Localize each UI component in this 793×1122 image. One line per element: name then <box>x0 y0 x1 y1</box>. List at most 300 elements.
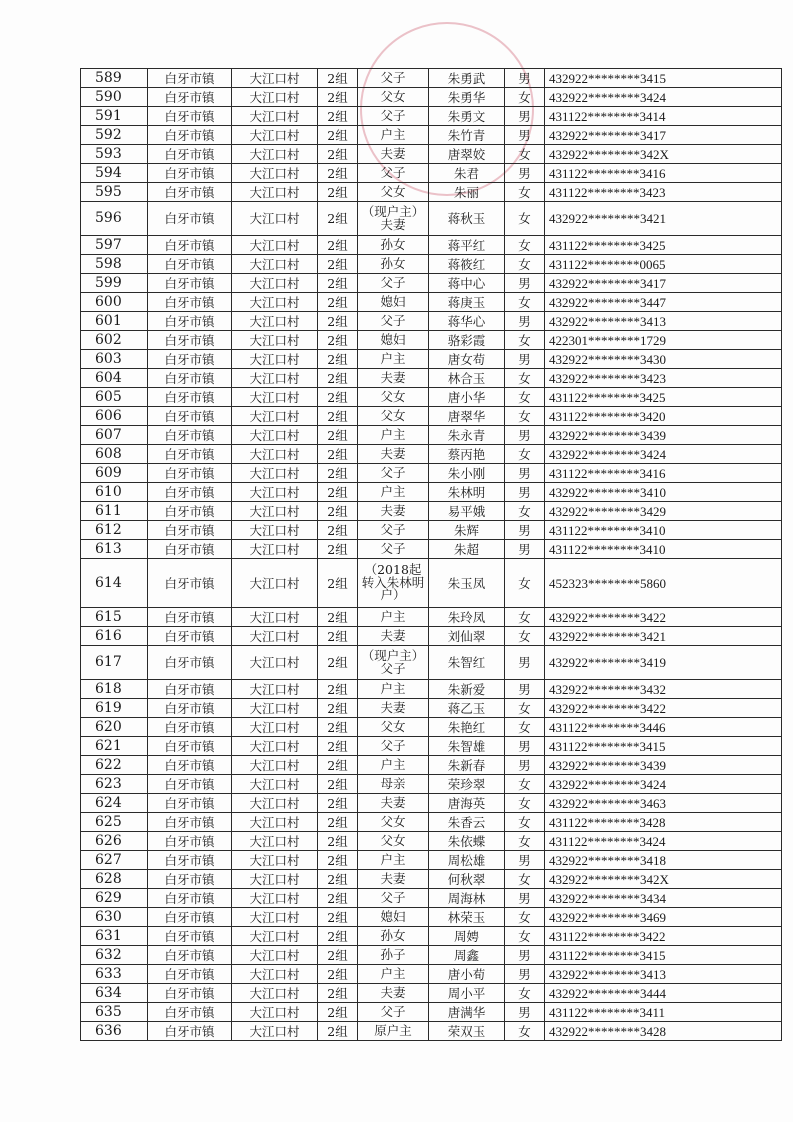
town-cell: 白牙市镇 <box>148 737 232 756</box>
row-number: 614 <box>81 559 148 608</box>
id-number-cell: 431122********3414 <box>545 107 782 126</box>
group-cell: 2组 <box>318 274 358 293</box>
row-number: 621 <box>81 737 148 756</box>
name-cell: 周鑫 <box>429 946 505 965</box>
gender-cell: 男 <box>505 126 545 145</box>
relation-cell: 夫妻 <box>358 870 429 889</box>
row-number: 602 <box>81 331 148 350</box>
row-number: 630 <box>81 908 148 927</box>
table-row <box>81 369 782 388</box>
gender-cell: 女 <box>505 559 545 608</box>
town-cell: 白牙市镇 <box>148 756 232 775</box>
town-cell: 白牙市镇 <box>148 88 232 107</box>
name-cell: 朱新爱 <box>429 680 505 699</box>
town-cell: 白牙市镇 <box>148 145 232 164</box>
town-cell: 白牙市镇 <box>148 870 232 889</box>
row-number: 596 <box>81 202 148 236</box>
table-row <box>81 646 782 680</box>
village-cell: 大江口村 <box>232 984 318 1003</box>
gender-cell: 女 <box>505 608 545 627</box>
row-number: 635 <box>81 1003 148 1022</box>
id-number-cell: 432922********3424 <box>545 775 782 794</box>
town-cell: 白牙市镇 <box>148 608 232 627</box>
id-number-cell: 431122********3424 <box>545 832 782 851</box>
group-cell: 2组 <box>318 737 358 756</box>
table-row <box>81 775 782 794</box>
id-number-cell: 432922********3469 <box>545 908 782 927</box>
group-cell: 2组 <box>318 680 358 699</box>
relation-cell: 户主 <box>358 756 429 775</box>
table-row <box>81 502 782 521</box>
group-cell: 2组 <box>318 312 358 331</box>
village-cell: 大江口村 <box>232 202 318 236</box>
group-cell: 2组 <box>318 88 358 107</box>
gender-cell: 男 <box>505 274 545 293</box>
village-cell: 大江口村 <box>232 627 318 646</box>
row-number: 624 <box>81 794 148 813</box>
id-number-cell: 431122********3416 <box>545 164 782 183</box>
id-number-cell: 432922********3444 <box>545 984 782 1003</box>
relation-cell: 夫妻 <box>358 699 429 718</box>
name-cell: 朱玲凤 <box>429 608 505 627</box>
village-cell: 大江口村 <box>232 775 318 794</box>
relation-cell: 父子 <box>358 69 429 88</box>
name-cell: 朱艳红 <box>429 718 505 737</box>
table-row <box>81 107 782 126</box>
name-cell: 唐小华 <box>429 388 505 407</box>
id-number-cell: 432922********3447 <box>545 293 782 312</box>
name-cell: 朱竹青 <box>429 126 505 145</box>
group-cell: 2组 <box>318 870 358 889</box>
town-cell: 白牙市镇 <box>148 775 232 794</box>
village-cell: 大江口村 <box>232 889 318 908</box>
row-number: 623 <box>81 775 148 794</box>
table-row <box>81 407 782 426</box>
town-cell: 白牙市镇 <box>148 851 232 870</box>
relation-cell: 父女 <box>358 718 429 737</box>
relation-cell: 夫妻 <box>358 445 429 464</box>
group-cell: 2组 <box>318 293 358 312</box>
name-cell: 蒋华心 <box>429 312 505 331</box>
table-row <box>81 312 782 331</box>
id-number-cell: 432922********3413 <box>545 965 782 984</box>
gender-cell: 女 <box>505 627 545 646</box>
group-cell: 2组 <box>318 331 358 350</box>
row-number: 622 <box>81 756 148 775</box>
village-cell: 大江口村 <box>232 1003 318 1022</box>
group-cell: 2组 <box>318 946 358 965</box>
id-number-cell: 431122********3425 <box>545 388 782 407</box>
village-cell: 大江口村 <box>232 126 318 145</box>
gender-cell: 男 <box>505 680 545 699</box>
village-cell: 大江口村 <box>232 699 318 718</box>
id-number-cell: 432922********3424 <box>545 445 782 464</box>
town-cell: 白牙市镇 <box>148 236 232 255</box>
row-number: 610 <box>81 483 148 502</box>
gender-cell: 女 <box>505 145 545 164</box>
relation-cell: 夫妻 <box>358 369 429 388</box>
id-number-cell: 431122********3410 <box>545 540 782 559</box>
village-cell: 大江口村 <box>232 312 318 331</box>
table-row <box>81 627 782 646</box>
table-row <box>81 699 782 718</box>
id-number-cell: 432922********3422 <box>545 608 782 627</box>
group-cell: 2组 <box>318 202 358 236</box>
gender-cell: 女 <box>505 202 545 236</box>
gender-cell: 女 <box>505 183 545 202</box>
village-cell: 大江口村 <box>232 388 318 407</box>
village-cell: 大江口村 <box>232 183 318 202</box>
group-cell: 2组 <box>318 608 358 627</box>
name-cell: 朱君 <box>429 164 505 183</box>
group-cell: 2组 <box>318 756 358 775</box>
relation-cell: 父子 <box>358 464 429 483</box>
table-row <box>81 164 782 183</box>
name-cell: 朱小刚 <box>429 464 505 483</box>
id-number-cell: 431122********3428 <box>545 813 782 832</box>
village-cell: 大江口村 <box>232 965 318 984</box>
table-row <box>81 984 782 1003</box>
id-number-cell: 431122********3446 <box>545 718 782 737</box>
gender-cell: 女 <box>505 813 545 832</box>
name-cell: 朱超 <box>429 540 505 559</box>
relation-cell: （现户主）夫妻 <box>358 202 429 236</box>
id-number-cell: 431122********3423 <box>545 183 782 202</box>
group-cell: 2组 <box>318 445 358 464</box>
name-cell: 荣双玉 <box>429 1022 505 1041</box>
table-row <box>81 756 782 775</box>
relation-cell: （2018起转入朱林明户） <box>358 559 429 608</box>
group-cell: 2组 <box>318 699 358 718</box>
town-cell: 白牙市镇 <box>148 832 232 851</box>
town-cell: 白牙市镇 <box>148 559 232 608</box>
id-number-cell: 432922********3421 <box>545 627 782 646</box>
name-cell: 朱玉凤 <box>429 559 505 608</box>
name-cell: 朱勇文 <box>429 107 505 126</box>
town-cell: 白牙市镇 <box>148 183 232 202</box>
group-cell: 2组 <box>318 646 358 680</box>
name-cell: 唐翠华 <box>429 407 505 426</box>
row-number: 607 <box>81 426 148 445</box>
village-cell: 大江口村 <box>232 407 318 426</box>
town-cell: 白牙市镇 <box>148 464 232 483</box>
row-number: 620 <box>81 718 148 737</box>
table-row <box>81 350 782 369</box>
town-cell: 白牙市镇 <box>148 908 232 927</box>
relation-cell: 父女 <box>358 183 429 202</box>
relation-cell: 夫妻 <box>358 502 429 521</box>
relation-cell: 原户主 <box>358 1022 429 1041</box>
table-row <box>81 521 782 540</box>
town-cell: 白牙市镇 <box>148 255 232 274</box>
name-cell: 朱智红 <box>429 646 505 680</box>
id-number-cell: 431122********3422 <box>545 927 782 946</box>
id-number-cell: 432922********3434 <box>545 889 782 908</box>
town-cell: 白牙市镇 <box>148 718 232 737</box>
name-cell: 周小平 <box>429 984 505 1003</box>
gender-cell: 男 <box>505 464 545 483</box>
relation-cell: 户主 <box>358 851 429 870</box>
row-number: 601 <box>81 312 148 331</box>
town-cell: 白牙市镇 <box>148 202 232 236</box>
name-cell: 蒋中心 <box>429 274 505 293</box>
village-cell: 大江口村 <box>232 832 318 851</box>
table-row <box>81 718 782 737</box>
town-cell: 白牙市镇 <box>148 293 232 312</box>
group-cell: 2组 <box>318 794 358 813</box>
village-cell: 大江口村 <box>232 756 318 775</box>
row-number: 616 <box>81 627 148 646</box>
gender-cell: 男 <box>505 646 545 680</box>
relation-cell: 父女 <box>358 388 429 407</box>
group-cell: 2组 <box>318 407 358 426</box>
id-number-cell: 431122********0065 <box>545 255 782 274</box>
gender-cell: 女 <box>505 870 545 889</box>
group-cell: 2组 <box>318 388 358 407</box>
group-cell: 2组 <box>318 502 358 521</box>
village-cell: 大江口村 <box>232 813 318 832</box>
gender-cell: 男 <box>505 350 545 369</box>
relation-cell: 父女 <box>358 407 429 426</box>
name-cell: 骆彩霞 <box>429 331 505 350</box>
gender-cell: 女 <box>505 832 545 851</box>
row-number: 613 <box>81 540 148 559</box>
group-cell: 2组 <box>318 183 358 202</box>
relation-cell: 户主 <box>358 483 429 502</box>
group-cell: 2组 <box>318 369 358 388</box>
group-cell: 2组 <box>318 889 358 908</box>
gender-cell: 女 <box>505 445 545 464</box>
relation-cell: 父女 <box>358 832 429 851</box>
village-cell: 大江口村 <box>232 331 318 350</box>
group-cell: 2组 <box>318 464 358 483</box>
table-row <box>81 832 782 851</box>
name-cell: 蒋庚玉 <box>429 293 505 312</box>
name-cell: 唐小荀 <box>429 965 505 984</box>
town-cell: 白牙市镇 <box>148 407 232 426</box>
relation-cell: （现户主）父子 <box>358 646 429 680</box>
gender-cell: 男 <box>505 889 545 908</box>
id-number-cell: 432922********3439 <box>545 426 782 445</box>
relation-cell: 孙子 <box>358 946 429 965</box>
id-number-cell: 431122********3416 <box>545 464 782 483</box>
name-cell: 周松雄 <box>429 851 505 870</box>
village-cell: 大江口村 <box>232 908 318 927</box>
village-cell: 大江口村 <box>232 369 318 388</box>
name-cell: 林荣玉 <box>429 908 505 927</box>
town-cell: 白牙市镇 <box>148 946 232 965</box>
relation-cell: 母亲 <box>358 775 429 794</box>
table-row <box>81 965 782 984</box>
row-number: 626 <box>81 832 148 851</box>
row-number: 592 <box>81 126 148 145</box>
gender-cell: 女 <box>505 699 545 718</box>
id-number-cell: 432922********3413 <box>545 312 782 331</box>
gender-cell: 女 <box>505 388 545 407</box>
table-row <box>81 540 782 559</box>
town-cell: 白牙市镇 <box>148 426 232 445</box>
gender-cell: 男 <box>505 946 545 965</box>
name-cell: 朱智雄 <box>429 737 505 756</box>
table-row <box>81 680 782 699</box>
row-number: 629 <box>81 889 148 908</box>
village-cell: 大江口村 <box>232 646 318 680</box>
village-cell: 大江口村 <box>232 274 318 293</box>
relation-cell: 父子 <box>358 107 429 126</box>
group-cell: 2组 <box>318 540 358 559</box>
name-cell: 唐女苟 <box>429 350 505 369</box>
village-cell: 大江口村 <box>232 927 318 946</box>
village-cell: 大江口村 <box>232 236 318 255</box>
village-cell: 大江口村 <box>232 559 318 608</box>
group-cell: 2组 <box>318 908 358 927</box>
village-cell: 大江口村 <box>232 293 318 312</box>
town-cell: 白牙市镇 <box>148 350 232 369</box>
id-number-cell: 432922********342X <box>545 870 782 889</box>
table-row <box>81 813 782 832</box>
id-number-cell: 432922********3417 <box>545 274 782 293</box>
row-number: 595 <box>81 183 148 202</box>
table-row <box>81 608 782 627</box>
relation-cell: 夫妻 <box>358 794 429 813</box>
group-cell: 2组 <box>318 164 358 183</box>
gender-cell: 女 <box>505 407 545 426</box>
id-number-cell: 432922********3421 <box>545 202 782 236</box>
row-number: 603 <box>81 350 148 369</box>
row-number: 625 <box>81 813 148 832</box>
name-cell: 朱依蝶 <box>429 832 505 851</box>
town-cell: 白牙市镇 <box>148 540 232 559</box>
name-cell: 易平娥 <box>429 502 505 521</box>
gender-cell: 男 <box>505 965 545 984</box>
name-cell: 林合玉 <box>429 369 505 388</box>
relation-cell: 父女 <box>358 88 429 107</box>
name-cell: 蒋筱红 <box>429 255 505 274</box>
id-number-cell: 431122********3425 <box>545 236 782 255</box>
group-cell: 2组 <box>318 426 358 445</box>
village-cell: 大江口村 <box>232 794 318 813</box>
name-cell: 荣珍翠 <box>429 775 505 794</box>
table-row <box>81 889 782 908</box>
town-cell: 白牙市镇 <box>148 483 232 502</box>
relation-cell: 孙女 <box>358 255 429 274</box>
name-cell: 唐满华 <box>429 1003 505 1022</box>
id-number-cell: 432922********3422 <box>545 699 782 718</box>
town-cell: 白牙市镇 <box>148 965 232 984</box>
group-cell: 2组 <box>318 236 358 255</box>
group-cell: 2组 <box>318 1003 358 1022</box>
row-number: 628 <box>81 870 148 889</box>
group-cell: 2组 <box>318 813 358 832</box>
name-cell: 朱林明 <box>429 483 505 502</box>
row-number: 612 <box>81 521 148 540</box>
name-cell: 蔡丙艳 <box>429 445 505 464</box>
table-row <box>81 870 782 889</box>
village-cell: 大江口村 <box>232 608 318 627</box>
gender-cell: 女 <box>505 984 545 1003</box>
gender-cell: 女 <box>505 794 545 813</box>
group-cell: 2组 <box>318 775 358 794</box>
town-cell: 白牙市镇 <box>148 107 232 126</box>
town-cell: 白牙市镇 <box>148 1003 232 1022</box>
group-cell: 2组 <box>318 69 358 88</box>
table-row <box>81 274 782 293</box>
gender-cell: 女 <box>505 1022 545 1041</box>
name-cell: 蒋秋玉 <box>429 202 505 236</box>
group-cell: 2组 <box>318 107 358 126</box>
village-cell: 大江口村 <box>232 107 318 126</box>
name-cell: 周海林 <box>429 889 505 908</box>
group-cell: 2组 <box>318 927 358 946</box>
relation-cell: 孙女 <box>358 236 429 255</box>
table-row <box>81 908 782 927</box>
table-row <box>81 255 782 274</box>
village-cell: 大江口村 <box>232 1022 318 1041</box>
row-number: 594 <box>81 164 148 183</box>
town-cell: 白牙市镇 <box>148 984 232 1003</box>
row-number: 608 <box>81 445 148 464</box>
row-number: 597 <box>81 236 148 255</box>
town-cell: 白牙市镇 <box>148 680 232 699</box>
roster-body <box>81 69 782 1041</box>
id-number-cell: 431122********3410 <box>545 521 782 540</box>
table-row <box>81 236 782 255</box>
row-number: 600 <box>81 293 148 312</box>
table-row <box>81 293 782 312</box>
row-number: 599 <box>81 274 148 293</box>
group-cell: 2组 <box>318 350 358 369</box>
id-number-cell: 432922********3418 <box>545 851 782 870</box>
gender-cell: 女 <box>505 293 545 312</box>
id-number-cell: 422301********1729 <box>545 331 782 350</box>
table-row <box>81 145 782 164</box>
id-number-cell: 432922********3430 <box>545 350 782 369</box>
row-number: 593 <box>81 145 148 164</box>
row-number: 636 <box>81 1022 148 1041</box>
gender-cell: 男 <box>505 483 545 502</box>
relation-cell: 父子 <box>358 312 429 331</box>
table-row <box>81 559 782 608</box>
name-cell: 蒋平红 <box>429 236 505 255</box>
town-cell: 白牙市镇 <box>148 274 232 293</box>
table-row <box>81 464 782 483</box>
gender-cell: 女 <box>505 775 545 794</box>
id-number-cell: 432922********3417 <box>545 126 782 145</box>
gender-cell: 女 <box>505 88 545 107</box>
gender-cell: 女 <box>505 331 545 350</box>
relation-cell: 户主 <box>358 426 429 445</box>
village-cell: 大江口村 <box>232 946 318 965</box>
gender-cell: 女 <box>505 236 545 255</box>
table-row <box>81 126 782 145</box>
row-number: 615 <box>81 608 148 627</box>
gender-cell: 女 <box>505 369 545 388</box>
relation-cell: 父子 <box>358 889 429 908</box>
id-number-cell: 432922********342X <box>545 145 782 164</box>
relation-cell: 父子 <box>358 274 429 293</box>
name-cell: 唐翠姣 <box>429 145 505 164</box>
town-cell: 白牙市镇 <box>148 69 232 88</box>
id-number-cell: 431122********3415 <box>545 737 782 756</box>
relation-cell: 父子 <box>358 1003 429 1022</box>
group-cell: 2组 <box>318 832 358 851</box>
relation-cell: 夫妻 <box>358 627 429 646</box>
id-number-cell: 432922********3419 <box>545 646 782 680</box>
id-number-cell: 452323********5860 <box>545 559 782 608</box>
table-row <box>81 445 782 464</box>
table-row <box>81 388 782 407</box>
village-cell: 大江口村 <box>232 145 318 164</box>
